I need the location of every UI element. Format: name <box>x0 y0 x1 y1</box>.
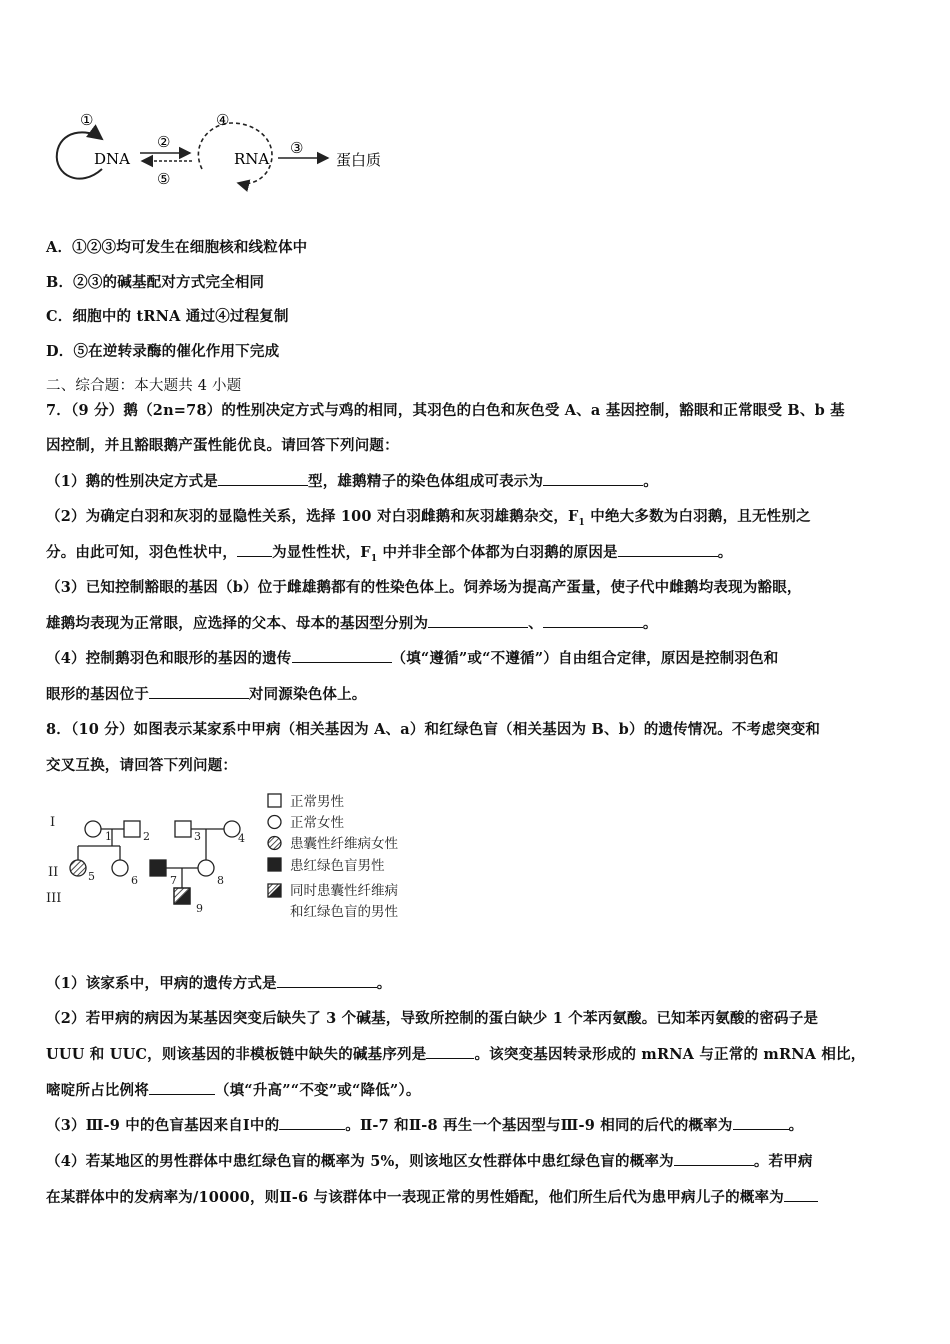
option-c: C．细胞中的 tRNA 通过④过程复制 <box>46 308 289 325</box>
answer-blank[interactable] <box>426 1044 474 1059</box>
answer-blank[interactable] <box>733 1115 789 1130</box>
q8-part4-line1: （4）若某地区的男性群体中患红绿色盲的概率为 5%，则该地区女性群体中患红绿色盲的概率为 。若甲病 <box>46 1153 813 1170</box>
answer-blank[interactable] <box>218 471 308 486</box>
individual-II-7 <box>150 860 166 876</box>
answer-blank[interactable] <box>618 542 718 557</box>
q8-stem-line1: 8．（10 分）如图表示某家系中甲病（相关基因为 A、a）和红绿色盲（相关基因为 B、b）的遗传情况。不考虑突变和 <box>46 721 821 738</box>
marker-4: ④ <box>216 111 230 129</box>
individual-II-6 <box>112 860 128 876</box>
legend-normal-female-icon <box>268 816 281 829</box>
section-heading: 二、综合题：本大题共 4 小题 <box>46 378 242 394</box>
option-b: B．②③的碱基配对方式完全相同 <box>46 274 265 291</box>
rna-label: RNA <box>234 150 270 168</box>
q7-part1: （1）鹅的性别决定方式是 型，雄鹅精子的染色体组成可表示为 。 <box>46 473 658 490</box>
legend-both-male-line1: 同时患囊性纤维病 <box>290 883 398 899</box>
protein-label: 蛋白质 <box>336 151 382 169</box>
answer-blank[interactable] <box>674 1151 754 1166</box>
option-a: A．①②③均可发生在细胞核和线粒体中 <box>46 239 308 256</box>
q8-part3: （3）Ⅲ-9 中的色盲基因来自Ⅰ中的 。Ⅱ-7 和Ⅱ-8 再生一个基因型与Ⅲ-9 相同的后代的概率为 。 <box>46 1117 804 1134</box>
marker-1: ① <box>80 111 94 129</box>
legend-cf-female: 患囊性纤维病女性 <box>290 836 398 852</box>
individual-I-1 <box>85 821 101 837</box>
q7-part3-line1: （3）已知控制豁眼的基因（b）位于雌雄鹅都有的性染色体上。饲养场为提高产蛋量，使子代中雌鹅均表现为豁眼， <box>46 579 802 596</box>
individual-I-3 <box>175 821 191 837</box>
label-1: 1 <box>105 830 112 843</box>
answer-blank[interactable] <box>237 542 272 557</box>
legend-normal-male: 正常男性 <box>290 794 344 810</box>
label-7: 7 <box>170 874 177 887</box>
q8-part1: （1）该家系中，甲病的遗传方式是 。 <box>46 975 392 992</box>
generation-III: III <box>46 891 62 906</box>
marker-3: ③ <box>290 139 304 157</box>
q7-part2-line1: （2）为确定白羽和灰羽的显隐性关系，选择 100 对白羽雌鹅和灰羽雄鹅杂交，$F_1$ 中绝大多数为白羽鹅，且无性别之 <box>46 508 811 528</box>
q7-part4-line1: （4）控制鹅羽色和眼形的基因的遗传 （填“遵循”或“不遵循”）自由组合定律，原因是控制羽色和 <box>46 650 779 667</box>
answer-blank[interactable] <box>277 973 377 988</box>
answer-blank[interactable] <box>428 613 528 628</box>
legend-colorblind-male-icon <box>268 858 281 871</box>
central-dogma-diagram <box>50 105 410 195</box>
generation-I: I <box>50 815 56 830</box>
legend-both-male-line2: 和红绿色盲的男性 <box>290 904 398 920</box>
answer-blank[interactable] <box>543 613 643 628</box>
label-2: 2 <box>143 830 150 843</box>
dna-label: DNA <box>94 150 130 168</box>
q7-stem-line2: 因控制，并且豁眼鹅产蛋性能优良。请回答下列问题： <box>46 437 399 454</box>
legend-normal-female: 正常女性 <box>290 815 344 831</box>
marker-5: ⑤ <box>157 170 171 188</box>
q7-part3-line2: 雄鹅均表现为正常眼，应选择的父本、母本的基因型分别为 、 。 <box>46 615 658 632</box>
q8-part4-line2: 在某群体中的发病率为/10000，则Ⅱ-6 与该群体中一表现正常的男性婚配，他们所生后代为患甲病儿子的概率为 <box>46 1186 818 1207</box>
generation-II: II <box>48 865 59 880</box>
q7-part4-line2: 眼形的基因位于 对同源染色体上。 <box>46 686 367 703</box>
label-3: 3 <box>194 830 201 843</box>
q8-stem-line2: 交叉互换，请回答下列问题： <box>46 757 238 774</box>
label-5: 5 <box>88 870 95 883</box>
answer-blank[interactable] <box>149 1080 215 1095</box>
answer-blank[interactable] <box>149 684 249 699</box>
answer-blank[interactable] <box>292 648 392 663</box>
legend-colorblind-male: 患红绿色盲男性 <box>290 858 385 874</box>
q8-part2-line2: UUU 和 UUC，则该基因的非模板链中缺失的碱基序列是 。该突变基因转录形成的 mRNA 与正常的 mRNA 相比， <box>46 1046 866 1063</box>
q7-stem-line1: 7．（9 分）鹅（2n=78）的性别决定方式与鸡的相同，其羽色的白色和灰色受 A、a 基因控制，豁眼和正常眼受 B、b 基 <box>46 402 845 419</box>
answer-blank[interactable] <box>279 1115 345 1130</box>
label-4: 4 <box>238 832 245 845</box>
q7-part2-line2: 分。由此可知，羽色性状中， 为显性性状，$F_1$ 中并非全部个体都为白羽鹅的原因是 。 <box>46 544 733 564</box>
answer-blank[interactable] <box>784 1187 818 1202</box>
legend-normal-male-icon <box>268 794 281 807</box>
q8-part2-line1: （2）若甲病的病因为某基因突变后缺失了 3 个碱基，导致所控制的蛋白缺少 1 个苯丙氨酸。已知苯丙氨酸的密码子是 <box>46 1010 819 1027</box>
individual-II-5 <box>70 860 86 876</box>
legend-cf-female-icon <box>268 837 281 850</box>
label-6: 6 <box>131 874 138 887</box>
answer-blank[interactable] <box>543 471 643 486</box>
pedigree-chart <box>40 788 440 928</box>
label-8: 8 <box>217 874 224 887</box>
option-d: D．⑤在逆转录酶的催化作用下完成 <box>46 343 280 360</box>
marker-2: ② <box>157 133 171 151</box>
individual-I-2 <box>124 821 140 837</box>
label-9: 9 <box>196 902 203 915</box>
q8-part2-line3: 嘧啶所占比例将 （填“升高”“不变”或“降低”）。 <box>46 1082 421 1099</box>
individual-II-8 <box>198 860 214 876</box>
